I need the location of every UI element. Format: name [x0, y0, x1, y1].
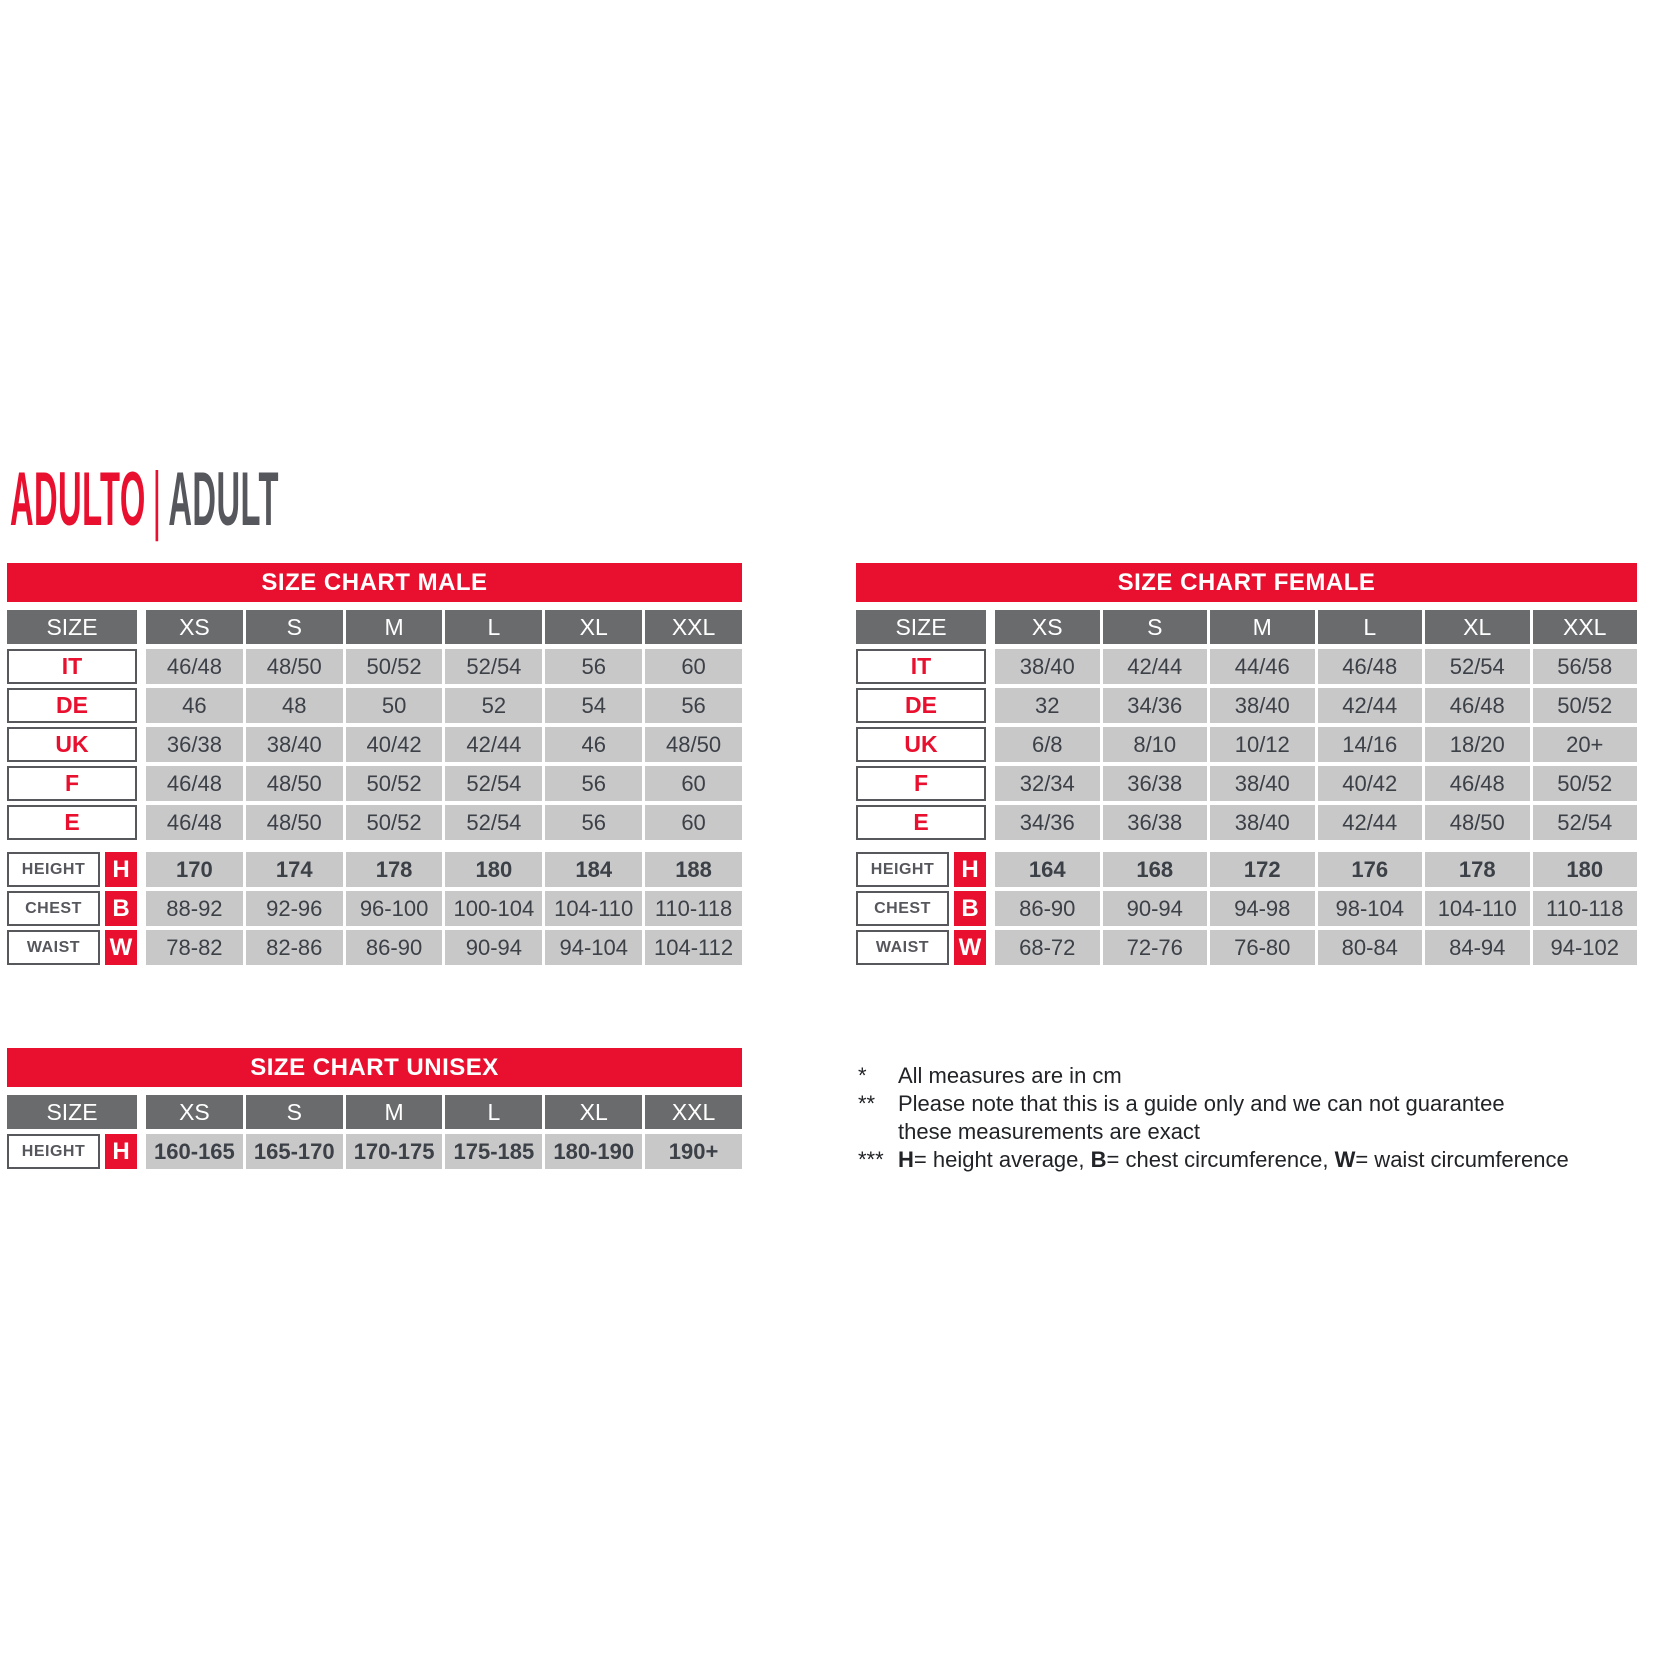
size-cell: 56: [545, 649, 642, 684]
table-row: [856, 727, 1637, 762]
measure-cell: 96-100: [346, 891, 443, 926]
measure-key-badge: H: [105, 852, 137, 887]
measure-cell: 178: [1425, 852, 1530, 887]
size-system-label-uk: UK: [7, 727, 137, 762]
measure-cell: 94-98: [1210, 891, 1315, 926]
table-row: [7, 1134, 742, 1169]
footnote-bold-key: H: [898, 1147, 914, 1172]
measure-label-chest: [856, 891, 986, 926]
size-cell: 50: [346, 688, 443, 723]
footnote-1: [858, 1062, 1654, 1090]
measure-cell: 178: [346, 852, 443, 887]
measure-name-label: HEIGHT: [7, 1134, 100, 1169]
measure-cell: 86-90: [995, 891, 1100, 926]
size-cell: 52/54: [445, 805, 542, 840]
size-chart-unisex-title: SIZE CHART UNISEX: [7, 1048, 742, 1087]
column-header-size: SIZE: [7, 610, 137, 644]
size-cell: 56: [645, 688, 742, 723]
measure-cell: 110-118: [1533, 891, 1638, 926]
table-row: [7, 891, 742, 926]
measure-name-label: CHEST: [7, 891, 100, 926]
measure-cell: 174: [246, 852, 343, 887]
measure-name-label: CHEST: [856, 891, 949, 926]
footnote-bold-key: B: [1090, 1147, 1107, 1172]
column-header-xs: XS: [995, 610, 1100, 644]
footnotes: [858, 1062, 1654, 1174]
size-chart-male-table: [7, 610, 742, 965]
table-row: [856, 805, 1637, 840]
measure-cell: 180-190: [545, 1134, 642, 1169]
size-cell: 52/54: [1533, 805, 1638, 840]
measure-cell: 88-92: [146, 891, 243, 926]
column-header-xs: XS: [146, 610, 243, 644]
measure-cell: 104-110: [1425, 891, 1530, 926]
size-cell: 48/50: [246, 766, 343, 801]
size-system-label-e: E: [7, 805, 137, 840]
footnote-text: [898, 1090, 1654, 1146]
measure-cell: 84-94: [1425, 930, 1530, 965]
footnote-3: [858, 1146, 1654, 1174]
table-row: [856, 930, 1637, 965]
footnote-bold-key: W: [1334, 1147, 1356, 1172]
size-cell: 42/44: [1103, 649, 1208, 684]
measure-cell: 165-170: [246, 1134, 343, 1169]
measure-key-badge: W: [105, 930, 137, 965]
measure-cell: 86-90: [346, 930, 443, 965]
measure-cell: 98-104: [1318, 891, 1423, 926]
size-cell: 60: [645, 649, 742, 684]
size-cell: 48/50: [1425, 805, 1530, 840]
size-cell: 48/50: [645, 727, 742, 762]
column-header-xl: XL: [545, 610, 642, 644]
size-chart-female-title: SIZE CHART FEMALE: [856, 563, 1637, 602]
size-cell: 8/10: [1103, 727, 1208, 762]
measure-cell: 72-76: [1103, 930, 1208, 965]
measure-name-label: HEIGHT: [856, 852, 949, 887]
size-cell: 52: [445, 688, 542, 723]
size-cell: 56/58: [1533, 649, 1638, 684]
measure-label-height: [856, 852, 986, 887]
measure-cell: 168: [1103, 852, 1208, 887]
size-cell: 52/54: [445, 766, 542, 801]
measure-rows: [7, 1134, 742, 1169]
size-system-label-de: DE: [856, 688, 986, 723]
size-cell: 44/46: [1210, 649, 1315, 684]
measure-cell: 80-84: [1318, 930, 1423, 965]
size-cell: 18/20: [1425, 727, 1530, 762]
size-cell: 10/12: [1210, 727, 1315, 762]
measure-cell: 100-104: [445, 891, 542, 926]
footnote-segment: = height average,: [913, 1147, 1091, 1172]
size-cell: 48: [246, 688, 343, 723]
measure-cell: 94-104: [545, 930, 642, 965]
measure-cell: 76-80: [1210, 930, 1315, 965]
measure-cell: 90-94: [1103, 891, 1208, 926]
footnote-text: [898, 1146, 1654, 1174]
measure-cell: 82-86: [246, 930, 343, 965]
size-cell: 38/40: [1210, 766, 1315, 801]
size-cell: 34/36: [1103, 688, 1208, 723]
table-row: [7, 766, 742, 801]
size-system-label-it: IT: [7, 649, 137, 684]
size-cell: 32: [995, 688, 1100, 723]
footnote-marker: *: [858, 1063, 867, 1088]
size-cell: 46/48: [146, 766, 243, 801]
measure-label-height: [7, 852, 137, 887]
size-system-label-uk: UK: [856, 727, 986, 762]
table-row: [856, 891, 1637, 926]
page-title-primary: ADULTO: [10, 457, 146, 542]
measure-cell: 184: [545, 852, 642, 887]
size-system-label-e: E: [856, 805, 986, 840]
table-row: [7, 688, 742, 723]
size-system-label-it: IT: [856, 649, 986, 684]
page-title: [10, 457, 279, 542]
column-header-s: S: [246, 1095, 343, 1129]
measure-name-label: WAIST: [856, 930, 949, 965]
measure-name-label: HEIGHT: [7, 852, 100, 887]
measure-rows: [856, 852, 1637, 965]
size-chart-unisex: [7, 1048, 742, 1173]
size-cell: 52/54: [445, 649, 542, 684]
page-title-separator: |: [152, 457, 162, 542]
size-cell: 54: [545, 688, 642, 723]
measure-cell: 188: [645, 852, 742, 887]
column-header-m: M: [1210, 610, 1315, 644]
size-system-label-f: F: [7, 766, 137, 801]
footnote-marker: ***: [858, 1147, 884, 1172]
size-cell: 56: [545, 805, 642, 840]
size-cell: 46/48: [146, 649, 243, 684]
measure-cell: 180: [445, 852, 542, 887]
size-cell: 36/38: [1103, 805, 1208, 840]
measure-cell: 170: [146, 852, 243, 887]
measure-label-waist: [7, 930, 137, 965]
column-header-size: SIZE: [7, 1095, 137, 1129]
footnote-segment: = waist circumference: [1355, 1147, 1569, 1172]
footnote-segment: Please note that this is a guide only and we can not guarantee: [898, 1091, 1505, 1116]
measure-cell: 78-82: [146, 930, 243, 965]
table-row: [856, 649, 1637, 684]
table-header-row: [7, 610, 742, 644]
column-header-l: L: [1318, 610, 1423, 644]
table-row: [856, 852, 1637, 887]
measure-cell: 68-72: [995, 930, 1100, 965]
measure-key-badge: H: [954, 852, 986, 887]
measure-label-height: [7, 1134, 137, 1169]
size-cell: 46: [146, 688, 243, 723]
size-cell: 50/52: [346, 805, 443, 840]
measure-cell: 104-110: [545, 891, 642, 926]
measure-cell: 172: [1210, 852, 1315, 887]
page-title-secondary: ADULT: [168, 457, 279, 542]
size-chart-male-title: SIZE CHART MALE: [7, 563, 742, 602]
column-header-m: M: [346, 1095, 443, 1129]
footnote-segment: = chest circumference,: [1106, 1147, 1335, 1172]
measure-cell: 92-96: [246, 891, 343, 926]
column-header-s: S: [246, 610, 343, 644]
footnote-marker: **: [858, 1091, 876, 1116]
column-header-m: M: [346, 610, 443, 644]
footnote-2: [858, 1090, 1654, 1146]
size-cell: 48/50: [246, 649, 343, 684]
measure-key-badge: W: [954, 930, 986, 965]
table-row: [7, 649, 742, 684]
measure-cell: 175-185: [445, 1134, 542, 1169]
size-system-label-f: F: [856, 766, 986, 801]
size-cell: 46/48: [1425, 766, 1530, 801]
size-cell: 38/40: [1210, 688, 1315, 723]
size-system-label-de: DE: [7, 688, 137, 723]
column-header-l: L: [445, 1095, 542, 1129]
table-row: [856, 766, 1637, 801]
measure-cell: 110-118: [645, 891, 742, 926]
size-cell: 60: [645, 766, 742, 801]
size-cell: 46/48: [1425, 688, 1530, 723]
size-cell: 50/52: [346, 649, 443, 684]
size-cell: 6/8: [995, 727, 1100, 762]
size-cell: 50/52: [1533, 766, 1638, 801]
size-cell: 60: [645, 805, 742, 840]
measure-cell: 190+: [645, 1134, 742, 1169]
measure-key-badge: H: [105, 1134, 137, 1169]
column-header-l: L: [445, 610, 542, 644]
column-header-xl: XL: [1425, 610, 1530, 644]
table-row: [7, 930, 742, 965]
measure-label-chest: [7, 891, 137, 926]
size-cell: 56: [545, 766, 642, 801]
measure-cell: 160-165: [146, 1134, 243, 1169]
size-cell: 38/40: [995, 649, 1100, 684]
measure-cell: 104-112: [645, 930, 742, 965]
table-row: [7, 805, 742, 840]
measure-key-badge: B: [105, 891, 137, 926]
footnote-text: [898, 1062, 1654, 1090]
size-cell: 46: [545, 727, 642, 762]
column-header-size: SIZE: [856, 610, 986, 644]
size-cell: 38/40: [1210, 805, 1315, 840]
table-row: [7, 727, 742, 762]
size-cell: 32/34: [995, 766, 1100, 801]
size-chart-female-table: [856, 610, 1637, 965]
size-cell: 42/44: [445, 727, 542, 762]
table-header-row: [7, 1095, 742, 1129]
measure-cell: 170-175: [346, 1134, 443, 1169]
size-chart-female: [856, 563, 1637, 969]
size-cell: 42/44: [1318, 688, 1423, 723]
table-row: [7, 852, 742, 887]
column-header-xxl: XXL: [645, 610, 742, 644]
size-cell: 34/36: [995, 805, 1100, 840]
size-cell: 46/48: [146, 805, 243, 840]
measure-rows: [7, 852, 742, 965]
measure-cell: 180: [1533, 852, 1638, 887]
size-cell: 42/44: [1318, 805, 1423, 840]
size-cell: 50/52: [346, 766, 443, 801]
footnote-segment: All measures are in cm: [898, 1063, 1122, 1088]
size-cell: 38/40: [246, 727, 343, 762]
size-chart-unisex-table: [7, 1095, 742, 1169]
size-cell: 40/42: [1318, 766, 1423, 801]
column-header-xxl: XXL: [645, 1095, 742, 1129]
column-header-xxl: XXL: [1533, 610, 1638, 644]
size-chart-male: [7, 563, 742, 969]
measure-label-waist: [856, 930, 986, 965]
measure-cell: 176: [1318, 852, 1423, 887]
size-cell: 50/52: [1533, 688, 1638, 723]
column-header-xs: XS: [146, 1095, 243, 1129]
size-cell: 52/54: [1425, 649, 1530, 684]
footnote-segment: these measurements are exact: [898, 1119, 1201, 1144]
size-cell: 48/50: [246, 805, 343, 840]
size-cell: 20+: [1533, 727, 1638, 762]
column-header-s: S: [1103, 610, 1208, 644]
table-row: [856, 688, 1637, 723]
measure-name-label: WAIST: [7, 930, 100, 965]
size-cell: 14/16: [1318, 727, 1423, 762]
measure-cell: 164: [995, 852, 1100, 887]
size-cell: 46/48: [1318, 649, 1423, 684]
column-header-xl: XL: [545, 1095, 642, 1129]
size-cell: 40/42: [346, 727, 443, 762]
measure-key-badge: B: [954, 891, 986, 926]
size-cell: 36/38: [146, 727, 243, 762]
table-header-row: [856, 610, 1637, 644]
measure-cell: 94-102: [1533, 930, 1638, 965]
size-cell: 36/38: [1103, 766, 1208, 801]
measure-cell: 90-94: [445, 930, 542, 965]
